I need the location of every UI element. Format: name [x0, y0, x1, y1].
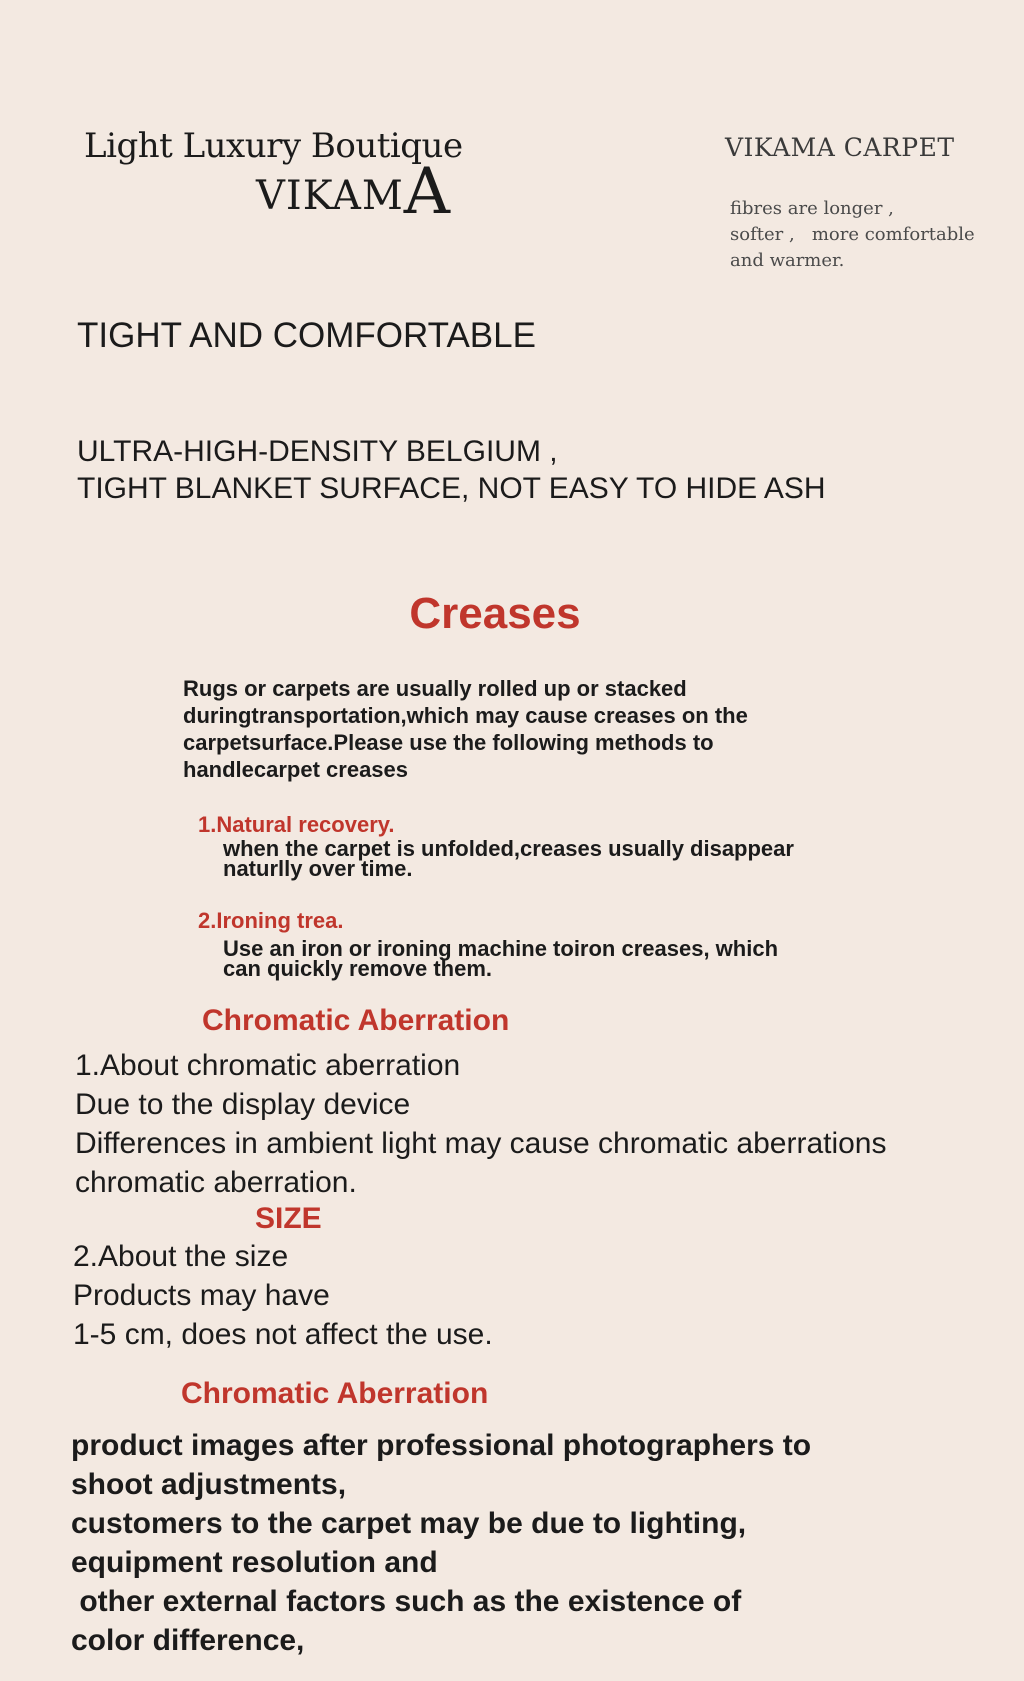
chromatic-line: Due to the display device: [75, 1088, 411, 1121]
method-1-line: naturlly over time.: [223, 856, 413, 881]
size-line: 1-5 cm, does not affect the use.: [73, 1318, 493, 1351]
brand-name-main: VIKAM: [256, 173, 404, 219]
method-2-line: Use an iron or ironing machine toiron creases, which: [223, 936, 779, 961]
method-2-line: can quickly remove them.: [223, 956, 492, 981]
chromatic-aberration-title: Chromatic Aberration: [202, 1004, 510, 1037]
creases-intro-line: handlecarpet creases: [183, 757, 409, 782]
carpet-desc-line: and warmer.: [730, 250, 845, 271]
chromatic-aberration-2-body: [71, 1426, 811, 1660]
chromatic-2-line: color difference,: [71, 1624, 305, 1657]
creases-intro-line: carpetsurface.Please use the following methods to: [183, 730, 714, 755]
density-description: [77, 433, 826, 507]
creases-intro-line: duringtransportation,which may cause creases on the: [183, 703, 748, 728]
chromatic-aberration-2-title: Chromatic Aberration: [181, 1377, 489, 1410]
chromatic-line: 1.About chromatic aberration: [75, 1049, 461, 1082]
chromatic-2-line: equipment resolution and: [71, 1546, 438, 1579]
carpet-description: [730, 196, 990, 274]
chromatic-aberration-body: [75, 1046, 887, 1202]
chromatic-line: chromatic aberration.: [75, 1166, 357, 1199]
density-line: ULTRA-HIGH-DENSITY BELGIUM ,: [77, 435, 558, 468]
chromatic-line: Differences in ambient light may cause chromatic aberrations: [75, 1127, 887, 1160]
brand-tagline: Light Luxury Boutique: [84, 126, 463, 166]
method-1-title: 1.Natural recovery.: [198, 812, 395, 837]
carpet-desc-line: fibres are longer ,: [730, 198, 894, 219]
creases-intro: [183, 675, 823, 783]
method-2-body: [223, 936, 779, 981]
size-title: SIZE: [255, 1202, 322, 1235]
chromatic-2-line: customers to the carpet may be due to lighting,: [71, 1507, 747, 1540]
carpet-title: VIKAMA CARPET: [725, 133, 955, 162]
headline: TIGHT AND COMFORTABLE: [77, 316, 536, 355]
chromatic-2-line: other external factors such as the existence of: [71, 1585, 742, 1618]
size-line: Products may have: [73, 1279, 330, 1312]
creases-intro-line: Rugs or carpets are usually rolled up or stacked: [183, 676, 687, 701]
creases-title: Creases: [409, 589, 581, 638]
method-2-title: 2.Ironing trea.: [198, 908, 344, 933]
chromatic-2-line: product images after professional photographers to: [71, 1429, 812, 1462]
size-body: [73, 1237, 493, 1354]
carpet-desc-line: softer , more comfortable: [730, 224, 975, 245]
method-1-body: [223, 836, 794, 881]
size-line: 2.About the size: [73, 1240, 289, 1273]
chromatic-2-line: shoot adjustments,: [71, 1468, 347, 1501]
brand-name-last-letter: A: [403, 155, 452, 229]
density-line: TIGHT BLANKET SURFACE, NOT EASY TO HIDE ASH: [77, 472, 826, 505]
method-1-line: when the carpet is unfolded,creases usually disappear: [223, 836, 794, 861]
brand-logo-text: [256, 155, 452, 229]
